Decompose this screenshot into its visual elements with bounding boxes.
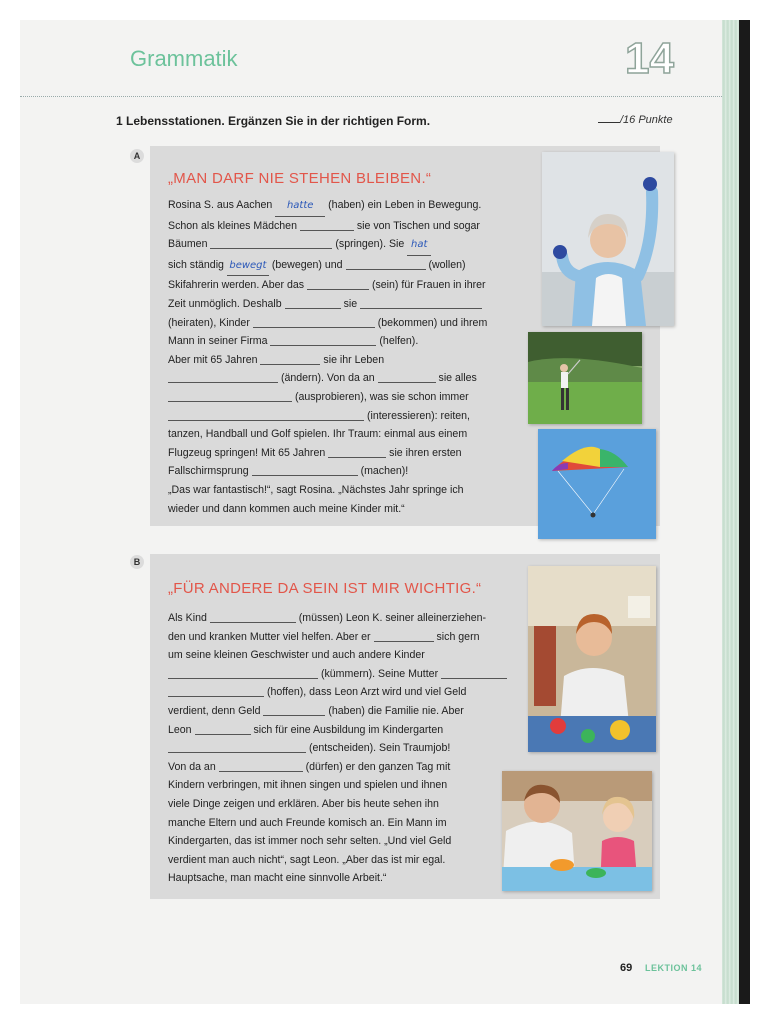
gap-field[interactable] xyxy=(441,666,507,679)
exercise-points xyxy=(598,114,673,126)
gap-field[interactable] xyxy=(210,236,332,249)
section-a-title: „MAN DARF NIE STEHEN BLEIBEN.“ xyxy=(168,170,432,187)
gap-field[interactable] xyxy=(168,389,292,402)
gap-field[interactable] xyxy=(168,370,278,383)
lesson-label: LEKTION 14 xyxy=(645,963,703,973)
scan-border xyxy=(739,20,750,1004)
points-blank xyxy=(598,122,620,123)
section-a-text: Rosina S. aus Aachen hatte (haben) ein Leben in Bewegung. Schon als kleines Mädchen sie von Tischen und sogar Bäumen (springen). Sie hat sich ständig bewegt (bewegen) und (wollen) Skifahrerin werden. Aber das (sein) für Frauen in ihrer Zeit unmöglich. Deshalb sie (heiraten), Kinder (bekommen) und ihrem Mann in seiner Firma (helfen). Aber mit 65 Jahren sie ihr Leben (ändern). Von da an sie alles (ausprobieren), was sie schon immer (interessieren): reiten, tanzen, Handball und Golf spielen. Ihr Traum: einmal aus einem Flugzeug springen! Mit 65 Jahren sie ihren ersten Fallschirmsprung (machen)! „Das war fantastisch!“, sagt Rosina. „Nächstes Jahr springe ich wieder und dann kommen auch meine Kinder mit.“ xyxy=(168,199,488,515)
chapter-number: 14 xyxy=(625,34,674,83)
section-b-text: Als Kind (müssen) Leon K. seiner alleinerziehen- den und kranken Mutter viel helfen. Aber er sich gern um seine kleinen Geschwister und auch andere Kinder (kümmern). Seine Mutter (hoffen), dass Leon Arzt wird und viel Geld verdient, denn Geld (haben) die Familie nie. Aber Leon sich für eine Ausbildung im Kindergarten (entscheiden). Sein Traumjob! Von da an (dürfen) er den ganzen Tag mit Kindern verbringen, mit ihnen singen und spielen und ihnen viele Dinge zeigen und erklären. Aber bis heute sehen ihn manche Eltern und auch Freunde komisch an. Ein Mann im Kindergarten, das ist immer noch sehr selten. „Und viel Geld verdient man auch nicht“, sagt Leon. „Aber das ist mir egal. Hauptsache, man macht eine sinnvolle Arbeit.“ xyxy=(168,609,507,888)
gap-field[interactable] xyxy=(195,722,251,735)
photo-young-man-kindergarten xyxy=(528,566,656,752)
gap-field[interactable] xyxy=(168,408,364,421)
photo-parachute xyxy=(538,429,656,539)
section-b-title: „FÜR ANDERE DA SEIN IST MIR WICHTIG.“ xyxy=(168,580,482,597)
gap-field[interactable] xyxy=(253,315,375,328)
photo-man-child-playing xyxy=(502,771,652,891)
workbook-page xyxy=(20,20,750,1004)
answer-hatte[interactable]: hatte xyxy=(275,197,325,217)
gap-field[interactable] xyxy=(168,666,318,679)
section-marker-b: B xyxy=(130,555,144,569)
gap-field[interactable] xyxy=(210,610,296,623)
section-title: Grammatik xyxy=(130,46,238,71)
gap-field[interactable] xyxy=(307,277,369,290)
gap-field[interactable] xyxy=(360,296,482,309)
answer-hat[interactable]: hat xyxy=(407,236,431,256)
answer-bewegt[interactable]: bewegt xyxy=(227,257,269,277)
gap-field[interactable] xyxy=(285,296,341,309)
photo-senior-woman-dumbbells xyxy=(542,152,674,326)
gap-field[interactable] xyxy=(168,740,306,753)
page-number: 69 xyxy=(620,962,633,974)
gap-field[interactable] xyxy=(374,629,434,642)
gap-field[interactable] xyxy=(346,257,426,270)
gap-field[interactable] xyxy=(300,218,354,231)
gap-field[interactable] xyxy=(378,370,436,383)
page-header xyxy=(20,20,722,96)
gap-field[interactable] xyxy=(219,759,303,772)
header-divider xyxy=(20,96,722,97)
points-label: /16 Punkte xyxy=(620,114,673,126)
photo-golfer xyxy=(528,332,642,424)
gap-field[interactable] xyxy=(252,463,358,476)
gap-field[interactable] xyxy=(270,333,376,346)
exercise-title: 1 Lebensstationen. Ergänzen Sie in der richtigen Form. xyxy=(116,114,431,128)
section-marker-a: A xyxy=(130,149,144,163)
gap-field[interactable] xyxy=(168,684,264,697)
gap-field[interactable] xyxy=(260,352,320,365)
gap-field[interactable] xyxy=(263,703,325,716)
gap-field[interactable] xyxy=(328,445,386,458)
